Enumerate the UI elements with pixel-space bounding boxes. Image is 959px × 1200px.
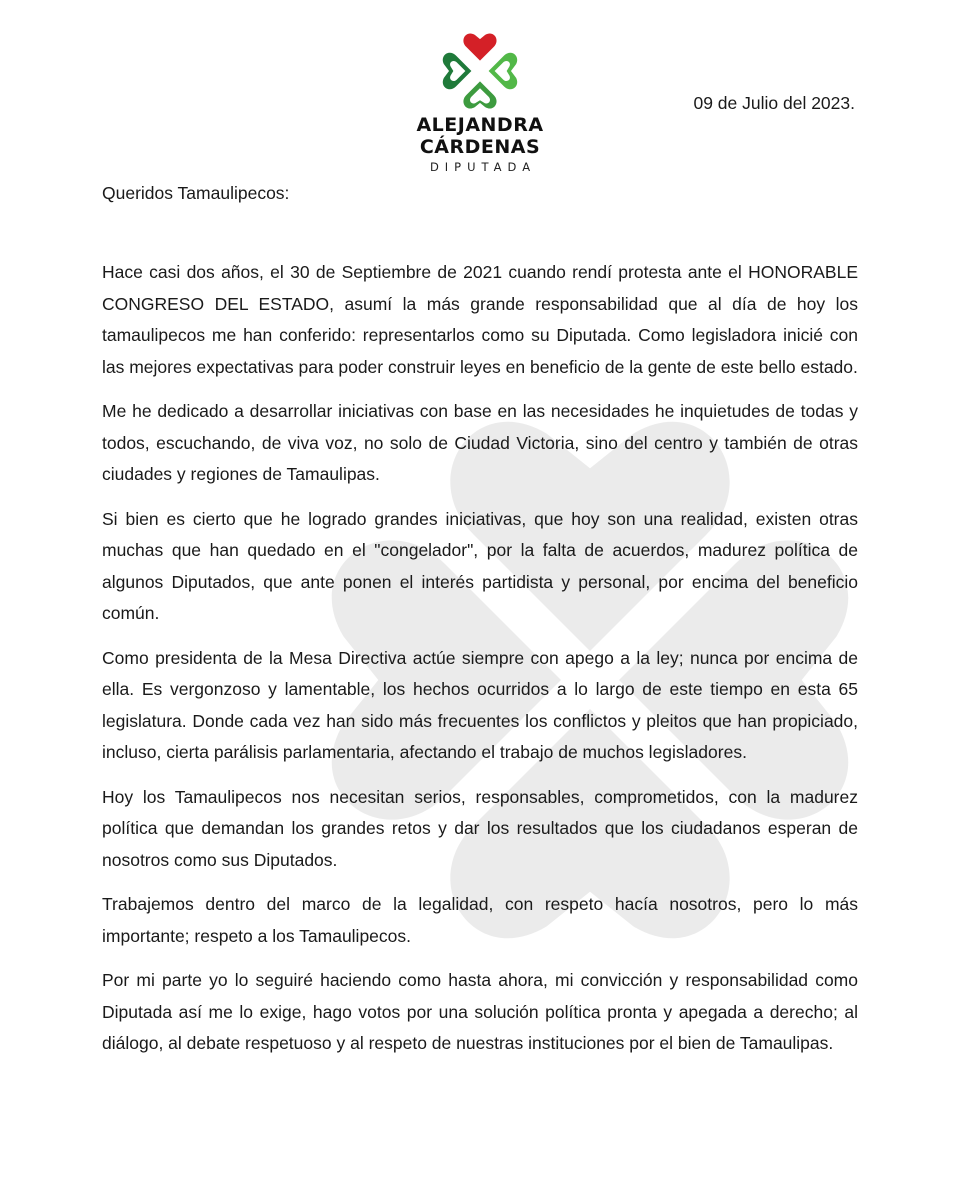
logo-role: DIPUTADA — [429, 160, 537, 174]
paragraph: Si bien es cierto que he logrado grandes iniciativas, que hoy son una realidad, existen otras muchas que han quedado en el "congelador", por la falta de acuerdos, madurez política de algunos Diputados, que ante ponen el interés partidista y personal, por encima del beneficio común. — [102, 508, 858, 623]
paragraph: Me he dedicado a desarrollar iniciativas con base en las necesidades he inquietudes de todas y todos, escuchando, de viva voz, no solo de Ciudad Victoria, sino del centro y también de otras ciudades y regiones de Tamaulipas. — [102, 401, 858, 484]
logo-name-line2: CÁRDENAS — [419, 136, 541, 158]
clover-hearts-icon — [437, 28, 523, 114]
letter-greeting: Queridos Tamaulipecos: — [102, 183, 290, 203]
paragraph: Hace casi dos años, el 30 de Septiembre de 2021 cuando rendí protesta ante el HONORABLE CONGRESO DEL ESTADO, asumí la más grande responsabilidad que al día de hoy los tamaulipecos me han conferido: representarlos como su Diputada. Como legisladora inicié con las mejores expectativas para poder construir leyes en beneficio de la gente de este bello estado. — [102, 262, 858, 377]
logo-name-line1: ALEJANDRA — [416, 114, 544, 136]
paragraph: Trabajemos dentro del marco de la legalidad, con respeto hacía nosotros, pero lo más importante; respeto a los Tamaulipecos. — [102, 894, 858, 946]
paragraph: Hoy los Tamaulipecos nos necesitan serios, responsables, comprometidos, con la madurez política que demandan los grandes retos y dar los resultados que los ciudadanos esperan de nosotros como sus Diputados. — [102, 786, 858, 870]
paragraph: Por mi parte yo lo seguiré haciendo como hasta ahora, mi convicción y responsabilidad como Diputada así me lo exige, hago votos por una solución política pronta y apegada a derecho; al diálogo, al debate respetuoso y al respeto de nuestras instituciones por el bien de Tamaulipas. — [102, 970, 858, 1053]
letter-body — [102, 257, 858, 1073]
letter-date: 09 de Julio del 2023. — [693, 93, 855, 113]
paragraph: Como presidenta de la Mesa Directiva actúe siempre con apego a la ley; nunca por encima de ella. Es vergonzoso y lamentable, los hechos ocurridos a lo largo de este tiempo en esta 65 legislatura. Donde cada vez han sido más frecuentes los conflictos y pleitos que han propiciado, incluso, cierta parálisis parlamentaria, afectando el trabajo de muchos legisladores. — [102, 647, 858, 762]
logo — [405, 28, 555, 174]
